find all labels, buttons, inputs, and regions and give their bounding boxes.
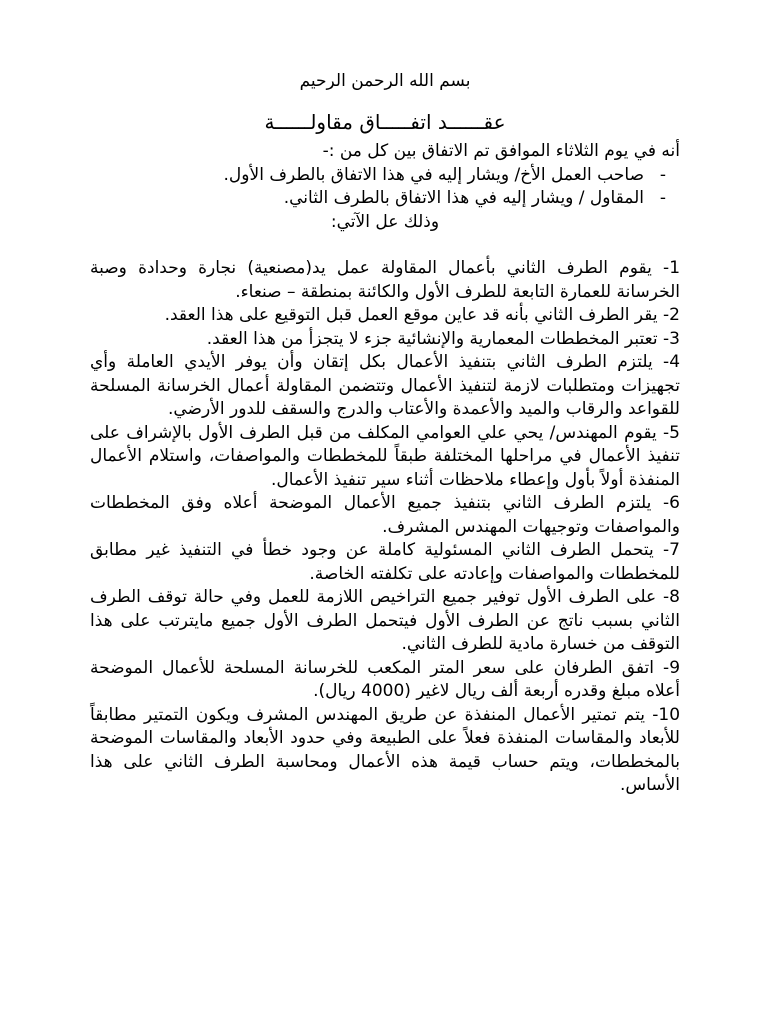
clause-number: 1-	[663, 258, 681, 278]
clause-text: يقر الطرف الثاني بأنه قد عاين موقع العمل قبل التوقيع على هذا العقد.	[164, 305, 658, 325]
clause-2	[90, 304, 680, 328]
clause-text: يقوم المهندس/ يحي علي العوامي المكلف من قبل الطرف الأول بالإشراف على تنفيذ الأعمال في مراحلها المختلفة طبقاً للمخططات والمواصفات، واستلام الأعمال المنفذة أولاً بأول وإعطاء ملاحظات أثناء سير تنفيذ الأعمال.	[90, 422, 680, 490]
clause-text: يقوم الطرف الثاني بأعمال المقاولة عمل يد(مصنعية) نجارة وحدادة وصبة الخرسانة للعمارة التابعة للطرف الأول والكائنة بمنطقة – صنعاء.	[90, 258, 680, 302]
clause-number: 7-	[663, 540, 680, 560]
clause-7	[90, 539, 680, 586]
clause-8	[90, 586, 680, 657]
clause-5	[90, 422, 680, 493]
bullet-dash: -	[659, 164, 666, 185]
intro-end-line: وذلك عل الآتي:	[330, 211, 440, 232]
clause-number: 5-	[663, 422, 680, 443]
clause-1	[90, 257, 680, 304]
party-first	[90, 164, 680, 188]
bullet-dash: -	[659, 188, 666, 208]
clause-3	[90, 328, 680, 352]
basmala-heading: بسم الله الرحمن الرحيم	[299, 71, 471, 91]
clause-number: 8-	[663, 587, 680, 607]
clause-text: على الطرف الأول توفير جميع التراخيص اللازمة للعمل وفي حالة توقف الطرف الثاني بسبب ناتج عن الطرف الأول فيتحمل الطرف الأول جميع مايترتب على هذا التوقف من خسارة مادية للطرف الثاني.	[90, 587, 680, 654]
clause-text: يلتزم الطرف الثاني بتنفيذ الأعمال بكل إتقان وأن يوفر الأيدي العاملة وأي تجهيزات ومتطلبات لازمة لتنفيذ الأعمال وتتضمن المقاولة أعمال الخرسانة المسلحة للقواعد والرقاب والميد والأعمدة والأعتاب والدرج والسقف للدور الأرضي.	[90, 352, 680, 419]
clause-9	[90, 657, 680, 704]
contract-document	[90, 70, 680, 798]
clause-text: يلتزم الطرف الثاني بتنفيذ جميع الأعمال الموضحة أعلاه وفق المخططات والمواصفات وتوجيهات المهندس المشرف.	[90, 493, 680, 537]
clause-text: يتحمل الطرف الثاني المسئولية كاملة عن وجود خطأ في التنفيذ غير مطابق للمخططات والمواصفات وإعادته على تكلفته الخاصة.	[90, 540, 680, 584]
clause-4	[90, 351, 680, 422]
clause-number: 3-	[663, 328, 680, 349]
clause-text: تعتبر المخططات المعمارية والإنشائية جزء لا يتجزأ من هذا العقد.	[206, 328, 658, 349]
clause-number: 2-	[663, 305, 680, 325]
intro-line: أنه في يوم الثلاثاء الموافق تم الاتفاق بين كل من :-	[322, 141, 680, 161]
clause-text: اتفق الطرفان على سعر المتر المكعب للخرسانة المسلحة للأعمال الموضحة أعلاه مبلغ وقدره أربعة ألف ريال لاغير (4000 ريال).	[90, 657, 680, 701]
clause-number: 10-	[652, 704, 681, 725]
clause-text: يتم تمتير الأعمال المنفذة عن طريق المهندس المشرف ويكون التمتير مطابقاً للأبعاد والمقاسات المنفذة فعلاً على الطبيعة وفي حدود الأبعاد والمقاسات الموضحة بالمخططات، ويتم حساب قيمة هذه الأعمال ومحاسبة الطرف الثاني على هذا الأساس.	[90, 704, 680, 795]
clause-number: 6-	[663, 493, 680, 513]
clause-10	[90, 704, 680, 798]
party-second-text: المقاول / ويشار إليه في هذا الاتفاق بالطرف الثاني.	[283, 188, 644, 208]
clause-number: 9-	[663, 657, 681, 678]
clause-6	[90, 492, 680, 539]
clause-number: 4-	[663, 352, 681, 372]
party-first-text: صاحب العمل الأخ/ ويشار إليه في هذا الاتفاق بالطرف الأول.	[223, 164, 644, 185]
party-second	[90, 187, 680, 211]
contract-title: عقــــــد اتفـــــاق مقاولــــــة	[264, 109, 506, 134]
